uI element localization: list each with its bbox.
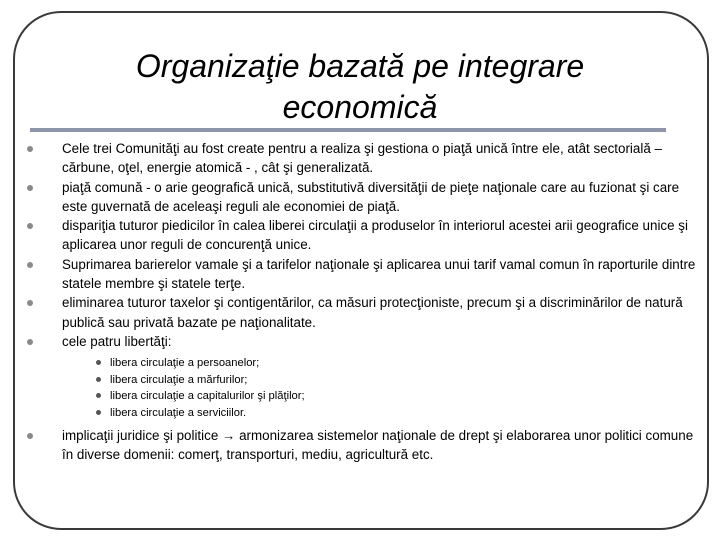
bullet-dot-icon <box>27 262 33 268</box>
bullet-dot-icon <box>27 223 33 229</box>
sub-bullet-dot-icon <box>96 360 101 365</box>
sub-bullet-text: libera circulaţie a serviciilor. <box>110 407 247 420</box>
list-item <box>25 255 705 294</box>
bullet-text: Cele trei Comunităţi au fost create pentru a realiza şi gestiona o piaţă unică între ele, atât sectorială – cărbune, oţel, energie atomică - , cât şi generalizată. <box>62 141 662 176</box>
list-item <box>25 426 705 465</box>
sub-bullet-text: libera circulaţie a persoanelor; <box>110 357 260 370</box>
bullet-text: eliminarea tuturor taxelor şi contigentărilor, ca măsuri protecţioniste, precum şi a discriminărilor de natură publică sau privată bazate pe naţionalitate. <box>62 295 683 330</box>
sub-bullet-dot-icon <box>96 393 101 398</box>
list-item-freedoms <box>25 332 705 426</box>
bullet-dot-icon <box>27 185 33 191</box>
sub-bullet-text: libera circulaţie a mărfurilor; <box>110 373 248 386</box>
sub-list-item <box>62 388 705 405</box>
title-divider <box>30 128 666 132</box>
sub-bullet-text: libera circulaţie a capitalurilor şi plăţilor; <box>110 390 305 403</box>
sub-list-item <box>62 405 705 422</box>
freedoms-sublist <box>62 355 705 421</box>
bullet-text: Suprimarea barierelor vamale şi a tarifelor naţionale şi aplicarea unui tarif vamal comun în raporturile dintre statele membre şi statele terţe. <box>62 256 696 292</box>
bullet-dot-icon <box>27 339 33 345</box>
title-line-1: Organizaţie bazată pe integrare <box>135 48 585 84</box>
list-item <box>25 293 705 332</box>
list-item <box>25 139 705 178</box>
bullet-text: dispariţia tuturor piedicilor în calea liberei circulaţii a produselor în interiorul acestei arii geografice unice şi aplicarea unor reguli de concurenţă unice. <box>62 218 688 253</box>
bullet-list <box>25 139 705 464</box>
bullet-text: piaţă comună - o arie geografică unică, substitutivă diversităţii de pieţe naţionale care au fuzionat şi care este guvernată de aceleaşi reguli ale economiei de piaţă. <box>62 179 680 214</box>
bullet-text: cele patru libertăţi: <box>62 333 172 349</box>
sub-list-item <box>62 355 705 372</box>
title-line-2: economică <box>282 89 438 125</box>
bullet-dot-icon <box>27 146 33 152</box>
sub-bullet-dot-icon <box>96 410 101 415</box>
list-item <box>25 178 705 217</box>
list-item <box>25 216 705 255</box>
sub-list-item <box>62 372 705 389</box>
bullet-text: implicaţii juridice şi politice → armonizarea sistemelor naţionale de drept şi elaborarea unor politici comune în diverse domenii: comerţ, transporturi, mediu, agricultură etc. <box>62 427 694 462</box>
slide-title <box>60 46 660 128</box>
sub-bullet-dot-icon <box>96 377 101 382</box>
bullet-dot-icon <box>27 300 33 306</box>
bullet-dot-icon <box>27 433 33 439</box>
